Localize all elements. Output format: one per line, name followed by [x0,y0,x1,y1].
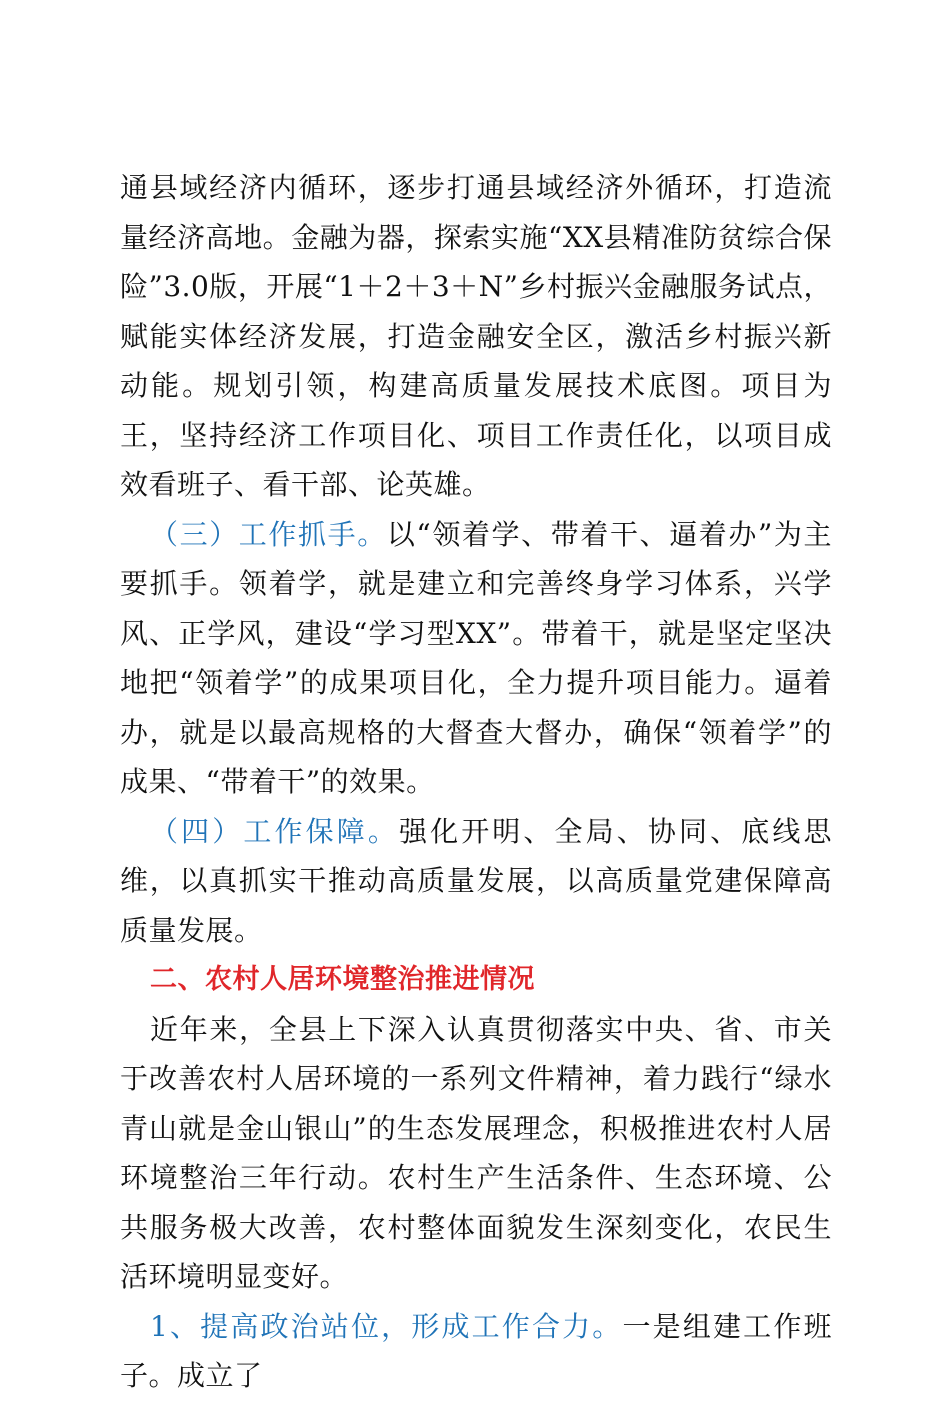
paragraph-work-approach [120,510,832,807]
paragraph-text: 强化开明、全局、协同、底线思维，以真抓实干推动高质量发展，以高质量党建保障高质量发展。 [120,814,832,947]
paragraph-text: 近年来，全县上下深入认真贯彻落实中央、省、市关于改善农村人居环境的一系列文件精神，着力践行“绿水青山就是金山银山”的生态发展理念，积极推进农村人居环境整治三年行动。农村生产生活条件、生态环境、公共服务极大改善，农村整体面貌发生深刻变化，农民生活环境明显变好。 [120,1012,832,1293]
document-page [120,163,832,1401]
paragraph-text: 以“领着学、带着干、逼着办”为主要抓手。领着学，就是建立和完善终身学习体系，兴学风、正学风，建设“学习型XX”。带着干，就是坚定坚决地把“领着学”的成果项目化，全力提升项目能力。逼着办，就是以最高规格的大督查大督办，确保“领着学”的成果、“带着干”的效果。 [120,517,832,798]
paragraph-work-guarantee [120,807,832,956]
section-lead-political-stance: 1、提高政治站位，形成工作合力。 [150,1309,623,1343]
heading-text: 二、农村人居环境整治推进情况 [150,964,535,995]
section-lead-work-approach: （三）工作抓手。 [150,517,387,551]
paragraph-rural-environment-intro [120,1005,832,1302]
section-heading-rural-environment [120,955,832,1005]
paragraph-text: 通县域经济内循环，逐步打通县域经济外循环，打造流量经济高地。金融为器，探索实施“XX县精准防贫综合保险”3.0版，开展“1＋2＋3＋N”乡村振兴金融服务试点，赋能实体经济发展，打造金融安全区，激活乡村振兴新动能。规划引领，构建高质量发展技术底图。项目为王，坚持经济工作项目化、项目工作责任化，以项目成效看班子、看干部、论英雄。 [120,171,832,501]
paragraph-text: 一是组建工作班子。成立了 [120,1309,832,1392]
paragraph-county-economy [120,163,832,510]
section-lead-work-guarantee: （四）工作保障。 [150,814,399,848]
paragraph-political-stance [120,1302,832,1401]
